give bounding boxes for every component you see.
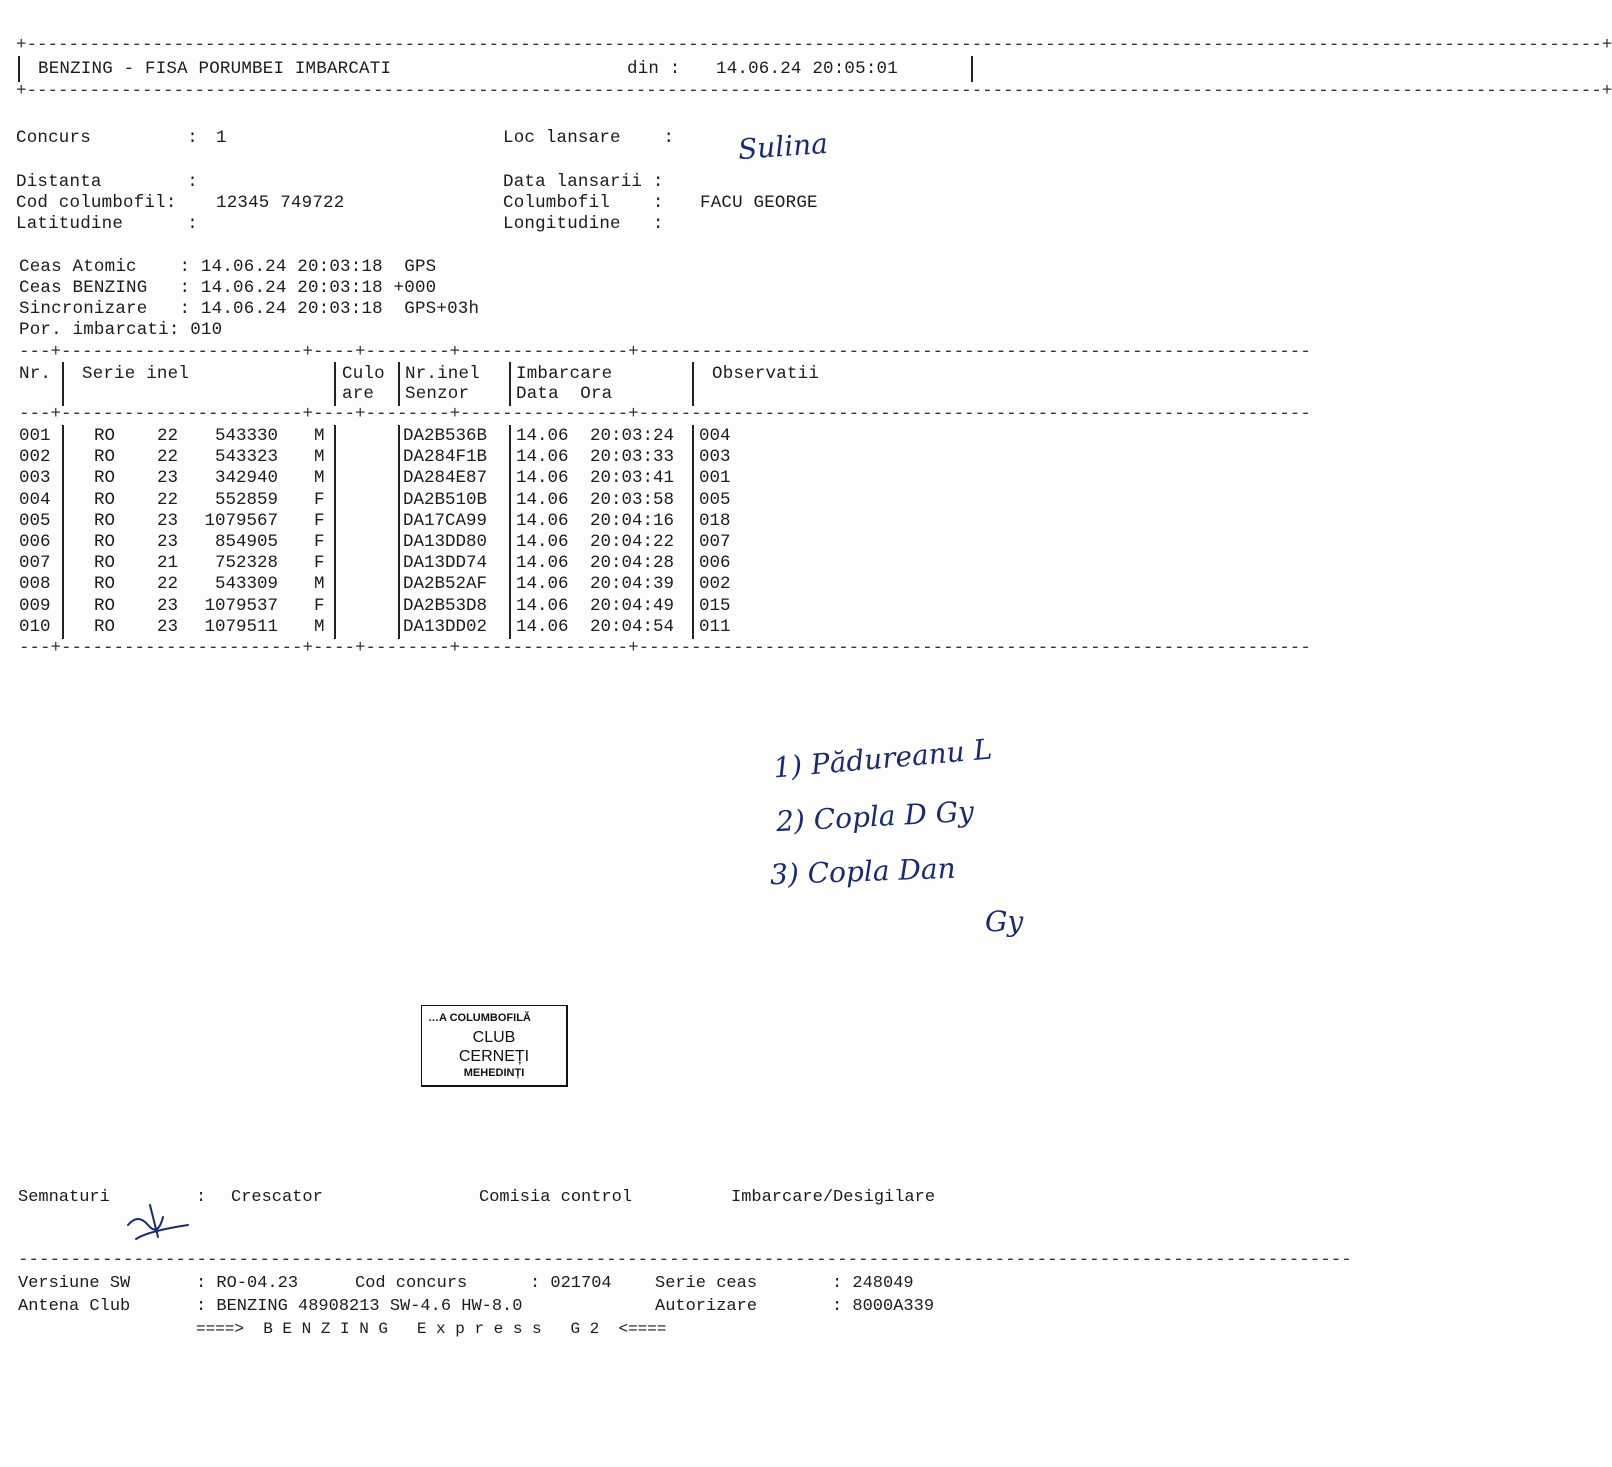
col-header-observatii: Observatii: [712, 364, 820, 384]
body-sep-2: [334, 425, 336, 639]
cell-ora: 20:03:58: [590, 489, 675, 510]
col-header-imbarcare-2: Data Ora: [516, 384, 613, 404]
cell-observatii: 002: [699, 574, 731, 595]
cell-tara: RO: [94, 468, 116, 489]
cell-senzor: DA2B536B: [403, 426, 488, 446]
cell-observatii: 015: [699, 595, 731, 616]
cell-an: 22: [157, 489, 179, 510]
cell-sex: F: [314, 532, 325, 552]
cell-data: 14.06: [516, 510, 569, 531]
cod-concurs-value: : 021704: [530, 1274, 612, 1293]
cell-inel: 854905: [214, 532, 278, 552]
header-sep-5: [692, 362, 694, 406]
cell-inel: 1079567: [204, 510, 278, 531]
cell-observatii: 007: [699, 532, 731, 552]
table-border-mid: ---+-----------------------+----+--------+----------------+----------------------------------------------------------------: [19, 404, 1311, 424]
cell-data: 14.06: [516, 532, 569, 552]
stamp-line-1: …A COLUMBOFILĂ: [428, 1012, 531, 1024]
comisia-control-label: Comisia control: [479, 1188, 633, 1207]
cod-columbofil-label: Cod columbofil:: [16, 193, 177, 213]
cell-nr: 007: [19, 553, 51, 574]
cell-senzor: DA13DD80: [403, 532, 488, 552]
cell-nr: 004: [19, 489, 51, 510]
handwritten-note-4: Gy: [985, 905, 1024, 938]
cell-nr: 009: [19, 595, 51, 616]
cell-nr: 006: [19, 532, 51, 552]
cell-an: 23: [157, 510, 179, 531]
header-din-label: din :: [627, 59, 681, 79]
header-sep-1: [62, 362, 64, 406]
cell-data: 14.06: [516, 489, 569, 510]
imbarcare-desigilare-label: Imbarcare/Desigilare: [731, 1188, 936, 1207]
benzing-express-banner: ====> B E N Z I N G E x p r e s s G 2 <====: [196, 1320, 667, 1338]
sincronizare-line: Sincronizare : 14.06.24 20:03:18 GPS+03h: [19, 299, 480, 319]
col-header-nr: Nr.: [19, 364, 52, 384]
latitudine-label: Latitudine :: [16, 214, 198, 234]
columbofil-label: Columbofil :: [503, 193, 664, 213]
document-title: BENZING - FISA PORUMBEI IMBARCATI: [38, 59, 392, 79]
cell-senzor: DA2B510B: [403, 489, 488, 510]
cell-ora: 20:04:28: [590, 553, 675, 574]
cell-ora: 20:04:22: [590, 532, 675, 552]
cell-nr: 010: [19, 616, 51, 637]
cell-inel: 1079511: [204, 616, 278, 637]
stamp-line-2: CLUB: [472, 1029, 516, 1046]
cell-inel: 543309: [214, 574, 278, 595]
cell-inel: 1079537: [204, 595, 278, 616]
cell-inel: 543323: [214, 447, 278, 468]
antena-club-value: : BENZING 48908213 SW-4.6 HW-8.0: [196, 1297, 523, 1316]
cell-senzor: DA284E87: [403, 468, 488, 489]
antena-club-label: Antena Club: [18, 1297, 131, 1316]
col-header-imbarcare-1: Imbarcare: [516, 364, 613, 384]
header-border-right: [971, 56, 973, 82]
handwritten-note-1: 1) Pădureanu L: [771, 732, 994, 785]
header-sep-3: [398, 362, 400, 406]
cell-data: 14.06: [516, 468, 569, 489]
cell-tara: RO: [94, 447, 116, 468]
cell-observatii: 004: [699, 426, 731, 446]
distanta-label: Distanta :: [16, 172, 198, 192]
cell-senzor: DA2B53D8: [403, 595, 488, 616]
table-border-bottom: ---+-----------------------+----+--------+----------------+----------------------------------------------------------------: [19, 638, 1311, 658]
handwritten-note-3: 3) Copla Dan: [769, 851, 957, 892]
semnaturi-label: Semnaturi: [18, 1188, 110, 1207]
body-sep-3: [398, 425, 400, 639]
cell-sex: F: [314, 489, 325, 510]
cell-an: 22: [157, 574, 179, 595]
cell-an: 23: [157, 616, 179, 637]
cell-an: 23: [157, 532, 179, 552]
cell-tara: RO: [94, 489, 116, 510]
serie-ceas-label: Serie ceas: [655, 1274, 758, 1293]
cell-tara: RO: [94, 574, 116, 595]
columbofil-value: FACU GEORGE: [700, 193, 818, 213]
cell-nr: 001: [19, 426, 51, 446]
cell-ora: 20:04:16: [590, 510, 675, 531]
body-sep-5: [692, 425, 694, 639]
cell-ora: 20:04:49: [590, 595, 675, 616]
cell-observatii: 003: [699, 447, 731, 468]
loc-lansare-handwritten: Sulina: [736, 126, 829, 167]
concurs-value: 1: [216, 128, 227, 148]
cell-senzor: DA13DD02: [403, 616, 488, 637]
cell-ora: 20:03:33: [590, 447, 675, 468]
cell-sex: M: [314, 574, 325, 595]
cell-sex: M: [314, 468, 325, 489]
cell-nr: 002: [19, 447, 51, 468]
handwritten-signature: [118, 1195, 198, 1245]
crescator-label: Crescator: [231, 1188, 323, 1207]
cell-an: 23: [157, 468, 179, 489]
cell-ora: 20:03:24: [590, 426, 675, 446]
ceas-benzing-line: Ceas BENZING : 14.06.24 20:03:18 +000: [19, 278, 437, 298]
header-border-bottom: +------------------------------------------------------------------------------------------------------------------------------------------------------+: [16, 81, 1612, 101]
cell-inel: 552859: [214, 489, 278, 510]
autorizare-label: Autorizare: [655, 1297, 758, 1316]
ceas-atomic-line: Ceas Atomic : 14.06.24 20:03:18 GPS: [19, 257, 437, 277]
cell-an: 21: [157, 553, 179, 574]
cell-sex: M: [314, 426, 325, 446]
cell-ora: 20:04:39: [590, 574, 675, 595]
versiune-sw-label: Versiune SW: [18, 1274, 131, 1293]
cod-columbofil-value: 12345 749722: [216, 193, 345, 213]
cell-senzor: DA17CA99: [403, 510, 488, 531]
body-sep-1: [62, 425, 64, 639]
cell-tara: RO: [94, 532, 116, 552]
cell-sex: M: [314, 447, 325, 468]
cell-nr: 003: [19, 468, 51, 489]
handwritten-note-2: 2) Copla D Gy: [775, 794, 975, 839]
cell-senzor: DA2B52AF: [403, 574, 488, 595]
cell-senzor: DA13DD74: [403, 553, 488, 574]
cell-tara: RO: [94, 553, 116, 574]
cell-observatii: 018: [699, 510, 731, 531]
cell-nr: 008: [19, 574, 51, 595]
cell-data: 14.06: [516, 616, 569, 637]
col-header-culoare-2: are: [342, 384, 375, 404]
cell-sex: F: [314, 510, 325, 531]
header-border-top: +------------------------------------------------------------------------------------------------------------------------------------------------------+: [16, 35, 1612, 55]
cell-data: 14.06: [516, 553, 569, 574]
cell-tara: RO: [94, 595, 116, 616]
cell-inel: 342940: [214, 468, 278, 489]
cell-observatii: 001: [699, 468, 731, 489]
cell-data: 14.06: [516, 574, 569, 595]
cell-an: 23: [157, 595, 179, 616]
cell-tara: RO: [94, 510, 116, 531]
stamp-line-4: MEHEDINȚI: [463, 1067, 525, 1079]
col-header-culoare-1: Culo: [342, 364, 385, 384]
versiune-sw-value: : RO-04.23: [196, 1274, 299, 1293]
cod-concurs-label: Cod concurs: [355, 1274, 468, 1293]
concurs-label: Concurs :: [16, 128, 198, 148]
club-stamp: [421, 1005, 568, 1087]
footer-separator: -------------------------------------------------------------------------------------------------------------------------------: [18, 1250, 1352, 1270]
longitudine-label: Longitudine :: [503, 214, 664, 234]
cell-observatii: 011: [699, 616, 731, 637]
porumbei-imbarcati-line: Por. imbarcati: 010: [19, 320, 223, 340]
cell-ora: 20:03:41: [590, 468, 675, 489]
cell-nr: 005: [19, 510, 51, 531]
cell-ora: 20:04:54: [590, 616, 675, 637]
header-border-left: [18, 56, 20, 82]
data-lansarii-label: Data lansarii :: [503, 172, 664, 192]
cell-data: 14.06: [516, 595, 569, 616]
cell-data: 14.06: [516, 426, 569, 446]
cell-sex: M: [314, 616, 325, 637]
cell-inel: 752328: [214, 553, 278, 574]
serie-ceas-value: : 248049: [832, 1274, 914, 1293]
header-sep-2: [334, 362, 336, 406]
cell-an: 22: [157, 447, 179, 468]
semnaturi-colon: :: [196, 1188, 207, 1207]
col-header-nrinel-2: Senzor: [405, 384, 470, 404]
autorizare-value: : 8000A339: [832, 1297, 935, 1316]
cell-observatii: 006: [699, 553, 731, 574]
cell-data: 14.06: [516, 447, 569, 468]
col-header-serie: Serie inel: [82, 364, 190, 384]
cell-sex: F: [314, 595, 325, 616]
table-border-top: ---+-----------------------+----+--------+----------------+----------------------------------------------------------------: [19, 342, 1311, 362]
body-sep-4: [509, 425, 511, 639]
cell-an: 22: [157, 426, 179, 446]
cell-tara: RO: [94, 426, 116, 446]
header-datetime: 14.06.24 20:05:01: [716, 59, 898, 79]
cell-senzor: DA284F1B: [403, 447, 488, 468]
header-sep-4: [509, 362, 511, 406]
cell-inel: 543330: [214, 426, 278, 446]
stamp-line-3: CERNEȚI: [458, 1048, 530, 1065]
cell-sex: F: [314, 553, 325, 574]
cell-observatii: 005: [699, 489, 731, 510]
col-header-nrinel-1: Nr.inel: [405, 364, 480, 384]
cell-tara: RO: [94, 616, 116, 637]
loc-lansare-label: Loc lansare :: [503, 128, 675, 148]
